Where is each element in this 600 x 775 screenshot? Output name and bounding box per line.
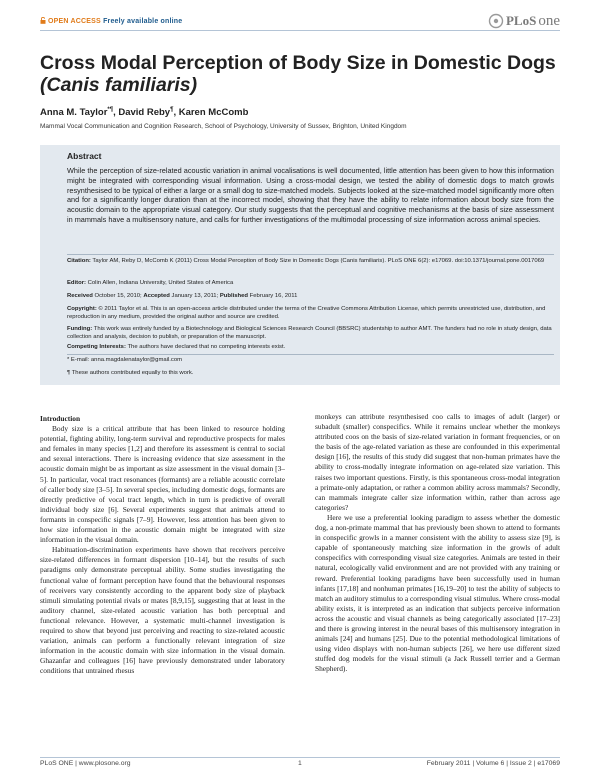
open-access-label: OPEN ACCESS [48, 18, 101, 25]
journal-logo [488, 11, 560, 31]
editor: Editor: Colin Allen, Indiana University, United States of America [67, 280, 234, 286]
article-title [40, 52, 560, 96]
right-column [315, 412, 560, 674]
funding: Funding: This work was entirely funded by a Biotechnology and Biological Sciences Research Council (BBSRC) studentship to author AMT. The funders had no role in study design, data collection and analysis, decision to publish, or preparation of the manuscript. [67, 326, 552, 340]
footer-issue: February 2011 | Volume 6 | Issue 2 | e17069 [426, 760, 560, 767]
author-name: Karen McComb [178, 107, 249, 119]
section-title: Introduction [40, 414, 81, 423]
competing-interests: Competing Interests: The authors have declared that no competing interests exist. [67, 344, 286, 350]
logo-plos: PLoS [505, 13, 537, 28]
abstract-panel [40, 145, 560, 385]
freely-available-label: Freely available online [103, 18, 183, 25]
copyright: Copyright: © 2011 Taylor et al. This is an open-access article distributed under the terms of the Creative Commons Attribution License, which permits unrestricted use, distribution, and reproduction in any medium, provided the original author and source are credited. [67, 306, 546, 320]
author-marks: ¶ [170, 107, 174, 113]
paragraph: Body size is a critical attribute that has been linked to resource holding potential, fighting ability, long-term survival and reproductive prospects for males and females in many species [1,2] and therefore its assessment is central to social and sexual interactions. There is increasing evidence that size assessment in the acoustic domain might be as important as size assessment in the visual domain [3–5]. In particular, vocal tract resonances (formants) are a reliable acoustic correlate of caller body size [3–5]. In several species, including domestic dogs, formants are directly predictive of vocal tract length, which in turn is predictive of overall individual body size [6]. Several experiments suggest that animals attend to formants in conspecific signals [7–9]. However, less attention has been given to how size information in the acoustic domain might be integrated with size information in the visual domain. [40, 424, 285, 545]
title-species: (Canis familiaris) [40, 74, 198, 96]
logo-one: one [538, 12, 560, 29]
title-main: Cross Modal Perception of Body Size in Domestic Dogs [40, 52, 556, 74]
open-access-banner [40, 17, 182, 25]
footer-rule [40, 757, 560, 758]
author-name: David Reby [118, 107, 171, 119]
author-name: Anna M. Taylor [40, 107, 108, 119]
affiliation: Mammal Vocal Communication and Cognition Research, School of Psychology, University of Sussex, Brighton, United Kingdom [40, 123, 407, 130]
abstract-divider [67, 254, 554, 255]
equal-contribution: ¶ These authors contributed equally to this work. [67, 370, 194, 376]
author-list: Anna M. Taylor*¶, David Reby¶, Karen McComb [40, 107, 249, 119]
header-rule [40, 30, 560, 31]
author-marks: *¶ [107, 107, 114, 113]
plos-star-icon [488, 13, 504, 29]
abstract-text: While the perception of size-related acoustic variation in animal vocalisations is well documented, little attention has been given to how this information might be integrated with corresponding visual information. Using a cross-modal design, we tested the ability of domestic dogs to match growls resynthesised to be typical of either a large or a small dog to size-matched models. Subjects looked at the size-matched model significantly more often and for a significantly longer duration than at the incorrect model, showing that they have the ability to relate information about body size from the acoustic domain to the appropriate visual category. Our study suggests that the perceptual and cognitive mechanisms at the basis of size assessment in mammals have a multisensory nature, and calls for further investigations of the multimodal processing of size information across animal species. [67, 166, 554, 224]
abstract-heading: Abstract [67, 151, 102, 161]
page-number: 1 [298, 760, 302, 767]
email: * E-mail: anna.magdalenataylor@gmail.com [67, 357, 183, 363]
citation: Citation: Taylor AM, Reby D, McComb K (2011) Cross Modal Perception of Body Size in Domestic Dogs (Canis familiaris). PLoS ONE 6(2): e17069. doi:10.1371/journal.pone.0017069 [67, 258, 545, 264]
paragraph: Habituation-discrimination experiments have shown that receivers perceive size-related differences in formant dispersion [10–14], but the results of such paradigms only demonstrate perceptual ability. Some studies investigating the functional value of formant perception have found that the behavioural responses of receivers vary consistently according to the apparent body size of playback stimuli simulating potential rivals or mates [8,9,15], suggesting that at least in the auditory channel, size-related acoustic variation has both perceptual and functional relevance. However, a systematic multi-channel investigation is required to show that beyond just perceiving and reacting to size-related acoustic variation, animals can perform a functionally relevant integration of size information in the acoustic domain with size information in the visual domain. Ghazanfar and colleagues [16] have previously demonstrated under laboratory conditions that untrained rhesus [40, 545, 285, 676]
meta-divider [67, 354, 554, 355]
left-column [40, 414, 285, 676]
paragraph: Here we use a preferential looking paradigm to assess whether the domestic dog, a non-primate mammal that has previously been shown to attend to formants in conspecific growls in a manner consistent with the ability to assess size [9], is capable of spontaneously matching size information in the growls of adult conspecifics with corresponding visual size categories. Animals are tested in their natural, ecologically valid environment and are not provided with any training or reward. Preferential looking paradigms have been successfully used in human infants [17,18] and nonhuman primates [16,19–20] to test the ability of subjects to match an auditory stimulus to a corresponding visual stimulus. Where cross-modal ability exists, it is interpreted as an indication that subjects perceive information across the acoustic and visual channels as being categorically associated [17–23] and there is growing interest in the neural bases of this multisensory integration in animals [24] and humans [25]. Due to the potential methodological limitations of using video displays with non-human subjects [26], we here use different sized stuffed dog models for the visual stimuli (a Jack Russell terrier and a German Shepherd). [315, 512, 560, 674]
paragraph: monkeys can attribute resynthesised coo calls to images of adult (larger) or subadult (smaller) conspecifics. While it remains unclear whether the monkeys attributed coos on the basis of size-related variation in formant frequencies, or on the basis of the age-related variation as these are confounded in this experimental design [16], the results of this study did suggest that non-human primates have the ability to cross-modally integrate information on age-related size variation. This raises two important questions. Firstly, is this spontaneous cross-modal integration a primate-only adaptation, or rather a common ability across mammals? Secondly, can mammals integrate caller size information within, rather than across age categories? [315, 412, 560, 512]
open-lock-icon [40, 17, 46, 24]
footer-journal: PLoS ONE | www.plosone.org [40, 760, 131, 767]
dates: Received October 15, 2010; Accepted January 13, 2011; Published February 16, 2011 [67, 293, 298, 299]
